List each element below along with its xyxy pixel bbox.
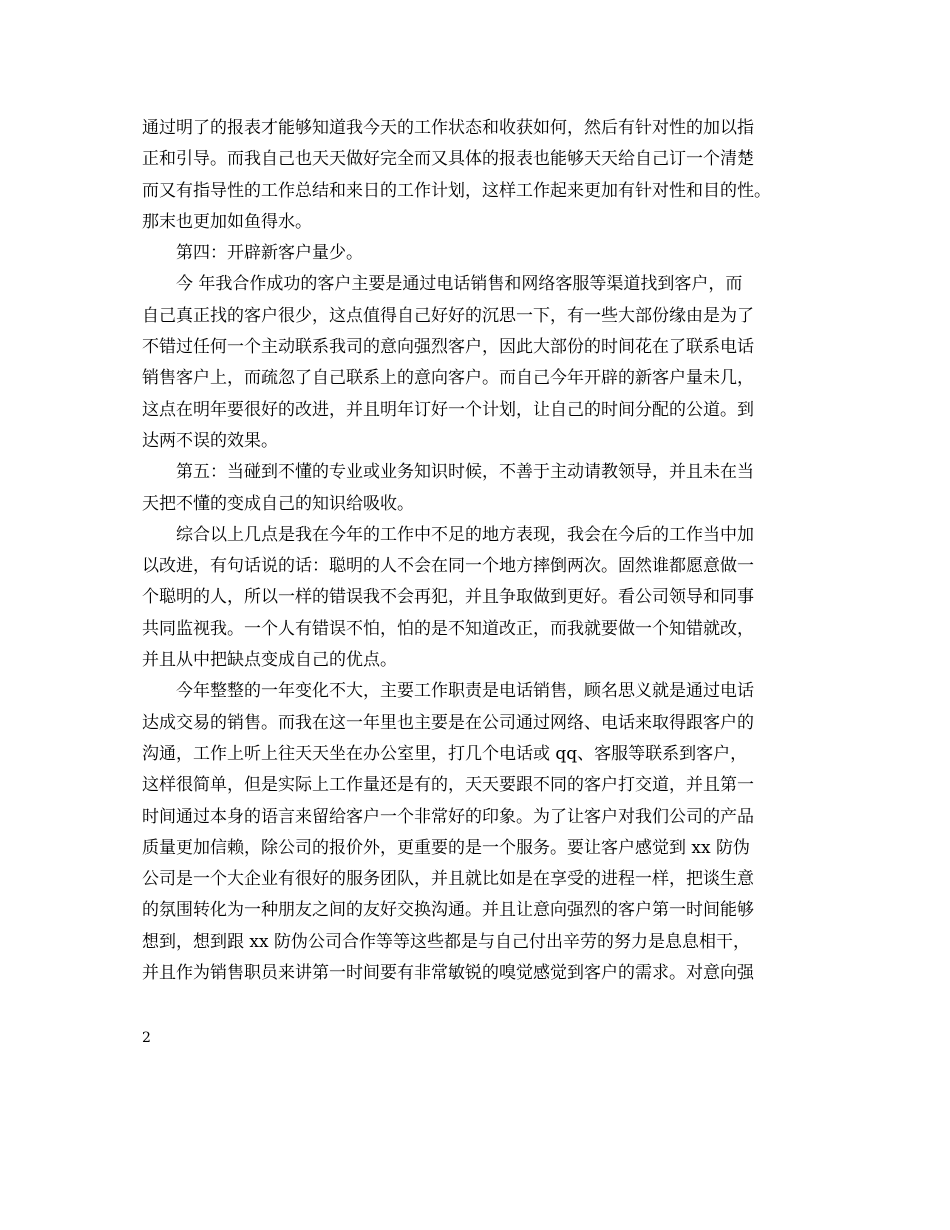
text-line: 以改进，有句话说的话：聪明的人不会在同一个地方摔倒两次。固然谁都愿意做一 bbox=[142, 556, 754, 577]
text-line: 综合以上几点是我在今年的工作中不足的地方表现，我会在今后的工作当中加 bbox=[176, 524, 754, 545]
text-line: 并且作为销售职员来讲第一时间要有非常敏锐的嗅觉感觉到客户的需求。对意向强 bbox=[142, 963, 754, 984]
text-line: 的氛围转化为一种朋友之间的友好交换沟通。并且让意向强烈的客户第一时间能够 bbox=[142, 900, 754, 921]
text-line: 想到，想到跟 xx 防伪公司合作等等这些都是与自己付出辛劳的努力是息息相干， bbox=[142, 931, 750, 952]
text-line: 时间通过本身的语言来留给客户一个非常好的印象。为了让客户对我们公司的产品 bbox=[142, 806, 754, 827]
text-line: 今 年我合作成功的客户主要是通过电话销售和网络客服等渠道找到客户，而 bbox=[176, 274, 743, 295]
text-line: 公司是一个大企业有很好的服务团队，并且就比如是在享受的进程一样，把谈生意 bbox=[142, 869, 754, 890]
text-line: 通过明了的报表才能够知道我今天的工作状态和收获如何，然后有针对性的加以指 bbox=[142, 118, 754, 138]
page-number: 2 bbox=[142, 1030, 151, 1046]
text-line: 第五：当碰到不懂的专业或业务知识时候，不善于主动请教领导，并且未在当 bbox=[176, 462, 754, 483]
text-line: 沟通，工作上听上往天天坐在办公室里，打几个电话或 qq、客服等联系到客户， bbox=[142, 743, 748, 764]
text-line: 这点在明年要很好的改进，并且明年订好一个计划，让自己的时间分配的公道。到 bbox=[142, 399, 754, 420]
text-line: 正和引导。而我自己也天天做好完全而又具体的报表也能够天天给自己订一个清楚 bbox=[142, 149, 754, 170]
text-line: 质量更加信赖，除公司的报价外，更重要的是一个服务。要让客户感觉到 xx 防伪 bbox=[142, 837, 750, 858]
text-line: 那末也更加如鱼得水。 bbox=[142, 211, 312, 232]
text-line: 不错过任何一个主动联系我司的意向强烈客户，因此大部份的时间花在了联系电话 bbox=[142, 337, 754, 358]
text-line: 并且从中把缺点变成自己的优点。 bbox=[142, 650, 397, 671]
text-line: 自己真正找的客户很少，这点值得自己好好的沉思一下，有一些大部份缘由是为了 bbox=[142, 305, 754, 326]
text-line: 这样很简单，但是实际上工作量还是有的，天天要跟不同的客户打交道，并且第一 bbox=[142, 775, 754, 796]
text-line: 达成交易的销售。而我在这一年里也主要是在公司通过网络、电话来取得跟客户的 bbox=[142, 712, 754, 733]
text-line: 个聪明的人，所以一样的错误我不会再犯，并且争取做到更好。看公司领导和同事 bbox=[142, 587, 754, 608]
body-text bbox=[142, 113, 822, 989]
text-line: 今年整整的一年变化不大，主要工作职责是电话销售，顾名思义就是通过电话 bbox=[176, 681, 754, 702]
text-line: 天把不懂的变成自己的知识给吸收。 bbox=[142, 493, 414, 514]
text-line: 达两不误的效果。 bbox=[142, 430, 278, 451]
text-line: 共同监视我。一个人有错误不怕，怕的是不知道改正，而我就要做一个知错就改， bbox=[142, 618, 754, 639]
text-line: 第四：开辟新客户量少。 bbox=[176, 243, 363, 264]
text-line: 而又有指导性的工作总结和来日的工作计划，这样工作起来更加有针对性和目的性。 bbox=[142, 180, 771, 201]
text-line: 销售客户上，而疏忽了自己联系上的意向客户。而自己今年开辟的新客户量未几， bbox=[142, 368, 754, 389]
